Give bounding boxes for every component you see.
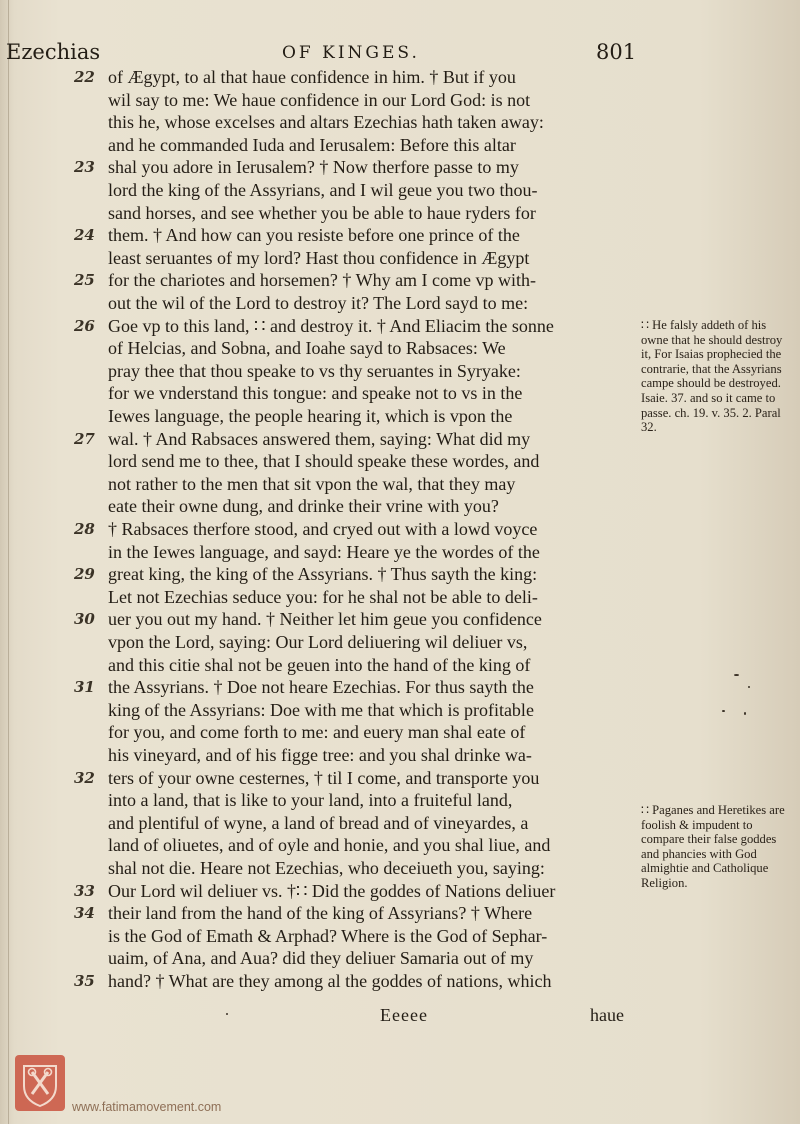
line-text: of Helcias, and Sobna, and Ioahe sayd to Rabsaces: We	[108, 338, 506, 359]
page-number: 801	[596, 40, 637, 64]
ink-speck	[744, 712, 746, 715]
verse-number: 35	[74, 972, 95, 990]
text-line	[0, 631, 800, 653]
line-text: shal you adore in Ierusalem? † Now therfore passe to my	[108, 157, 519, 178]
verse-number: 23	[74, 158, 95, 177]
line-text: uer you out my hand. † Neither let him geue you confidence	[108, 609, 542, 630]
verse-number: 26	[74, 316, 95, 335]
verse-number: 32	[74, 768, 95, 787]
text-line	[0, 654, 800, 676]
line-text: shal not die. Heare not Ezechias, who deceiueth you, saying:	[108, 858, 545, 878]
text-line	[0, 947, 800, 969]
text-line	[0, 247, 800, 269]
running-title-left: Ezechias	[6, 40, 101, 64]
line-text: lord the king of the Assyrians, and I wil geue you two thou-	[108, 180, 538, 200]
line-text: for you, and come forth to me: and euery man shal eate of	[108, 722, 526, 743]
text-line	[0, 970, 800, 992]
text-line	[0, 541, 800, 563]
text-line	[0, 111, 800, 133]
line-text: out the wil of the Lord to destroy it? The Lord sayd to me:	[108, 293, 529, 313]
line-text: pray thee that thou speake to vs thy seruantes in Syryake:	[108, 360, 521, 381]
line-text: for we vnderstand this tongue: and speake not to vs in the	[108, 383, 523, 404]
text-line	[0, 202, 800, 224]
running-title-center: OF KINGES.	[282, 43, 420, 63]
line-text: wal. † And Rabsaces answered them, saying: What did my	[108, 428, 531, 449]
text-line	[0, 902, 800, 924]
line-text: hand? † What are they among al the goddes of nations, which	[108, 971, 552, 991]
line-text: Iewes language, the people hearing it, which is vpon the	[108, 406, 513, 426]
line-text: his vineyard, and of his figge tree: and you shal drinke wa-	[108, 745, 532, 765]
text-line	[0, 66, 800, 88]
text-line	[0, 473, 800, 495]
text-line	[0, 450, 800, 472]
text-line	[0, 721, 800, 743]
verse-number: 29	[74, 565, 95, 584]
line-text: king of the Assyrians: Doe with me that which is profitable	[108, 699, 534, 720]
line-text: their land from the hand of the king of Assyrians? † Where	[108, 903, 533, 924]
line-text: Let not Ezechias seduce you: for he shal not be able to deli-	[108, 586, 538, 607]
line-text: great king, the king of the Assyrians. † Thus sayth the king:	[108, 564, 538, 585]
text-line	[0, 292, 800, 314]
line-text: uaim, of Ana, and Aua? did they deliuer Samaria out of my	[108, 948, 534, 969]
text-line	[0, 744, 800, 766]
line-text: Our Lord wil deliuer vs. †∷ Did the goddes of Nations deliuer	[108, 880, 556, 901]
catchword: haue	[590, 1005, 624, 1025]
text-line	[0, 608, 800, 630]
margin-note-falsly-addeth: ∷ He falsly addeth of his owne that he should destroy it, For Isaias prophecied the contrarie, that the Assyrians campe should be destroyed. Isaie. 37. and so it came to passe. ch. 19. v. 35. 2. Paral 32.	[641, 318, 783, 435]
text-line	[0, 518, 800, 540]
line-text: into a land, that is like to your land, into a fruiteful land,	[108, 790, 513, 811]
verse-number: 22	[74, 68, 95, 86]
line-text: Goe vp to this land, ∷ and destroy it. † And Eliacim the sonne	[108, 315, 554, 336]
ink-speck	[734, 674, 739, 676]
line-text: land of oliuetes, and of oyle and honie, and you shal liue, and	[108, 835, 551, 856]
catchword-signature: Eeeee	[380, 1005, 428, 1025]
text-line	[0, 699, 800, 721]
line-text: of Ægypt, to al that haue confidence in him. † But if you	[108, 67, 516, 87]
ink-speck	[226, 1013, 228, 1015]
line-text: wil say to me: We haue confidence in our Lord God: is not	[108, 89, 531, 110]
ink-speck	[748, 686, 750, 688]
verse-number: 30	[74, 610, 95, 629]
text-line	[0, 134, 800, 156]
text-line	[0, 156, 800, 178]
verse-number: 34	[74, 904, 95, 923]
text-line	[0, 767, 800, 789]
text-line	[0, 89, 800, 111]
line-text: vpon the Lord, saying: Our Lord deliuering wil deliuer vs,	[108, 632, 528, 652]
line-text: ters of your owne cesternes, † til I come, and transporte you	[108, 767, 540, 788]
verse-number: 27	[74, 429, 95, 448]
text-line	[0, 676, 800, 698]
line-text: not rather to the men that sit vpon the wal, that they may	[108, 473, 516, 494]
line-text: the Assyrians. † Doe not heare Ezechias. For thus sayth the	[108, 677, 534, 698]
ink-speck	[722, 710, 725, 712]
text-line	[0, 563, 800, 585]
line-text: sand horses, and see whether you be able to haue ryders for	[108, 202, 536, 223]
line-text: and he commanded Iuda and Ierusalem: Before this altar	[108, 134, 516, 155]
text-line	[0, 495, 800, 517]
fatima-movement-logo	[14, 1054, 66, 1112]
line-text: for the chariotes and horsemen? † Why am I come vp with-	[108, 270, 537, 291]
line-text: is the God of Emath & Arphad? Where is the God of Sephar-	[108, 925, 548, 946]
verse-number: 31	[74, 678, 95, 697]
text-line	[0, 586, 800, 608]
line-text: and plentiful of wyne, a land of bread and of vineyardes, a	[108, 812, 529, 833]
verse-number: 24	[74, 226, 95, 245]
verse-number: 33	[74, 881, 95, 900]
text-line	[0, 269, 800, 291]
line-text: in the Iewes language, and sayd: Heare ye the wordes of the	[108, 541, 540, 562]
text-line	[0, 224, 800, 246]
line-text: † Rabsaces therfore stood, and cryed out with a lowd voyce	[108, 519, 538, 539]
verse-number: 25	[74, 271, 95, 290]
line-text: and this citie shal not be geuen into the hand of the king of	[108, 654, 531, 675]
line-text: them. † And how can you resiste before one prince of the	[108, 225, 520, 246]
text-line	[0, 179, 800, 201]
line-text: eate their owne dung, and drinke their vrine with you?	[108, 496, 499, 517]
verse-number: 28	[74, 520, 95, 538]
line-text: least seruantes of my lord? Hast thou confidence in Ægypt	[108, 247, 530, 268]
margin-note-paganes: ∷ Paganes and Heretikes are foolish & impudent to compare their false goddes and phancies with God almightie and Catholique Religion.	[641, 803, 785, 890]
source-url[interactable]: www.fatimamovement.com	[72, 1100, 222, 1114]
text-line	[0, 925, 800, 947]
line-text: lord send me to thee, that I should speake these wordes, and	[108, 451, 540, 472]
line-text: this he, whose excelses and altars Ezechias hath taken away:	[108, 112, 544, 133]
